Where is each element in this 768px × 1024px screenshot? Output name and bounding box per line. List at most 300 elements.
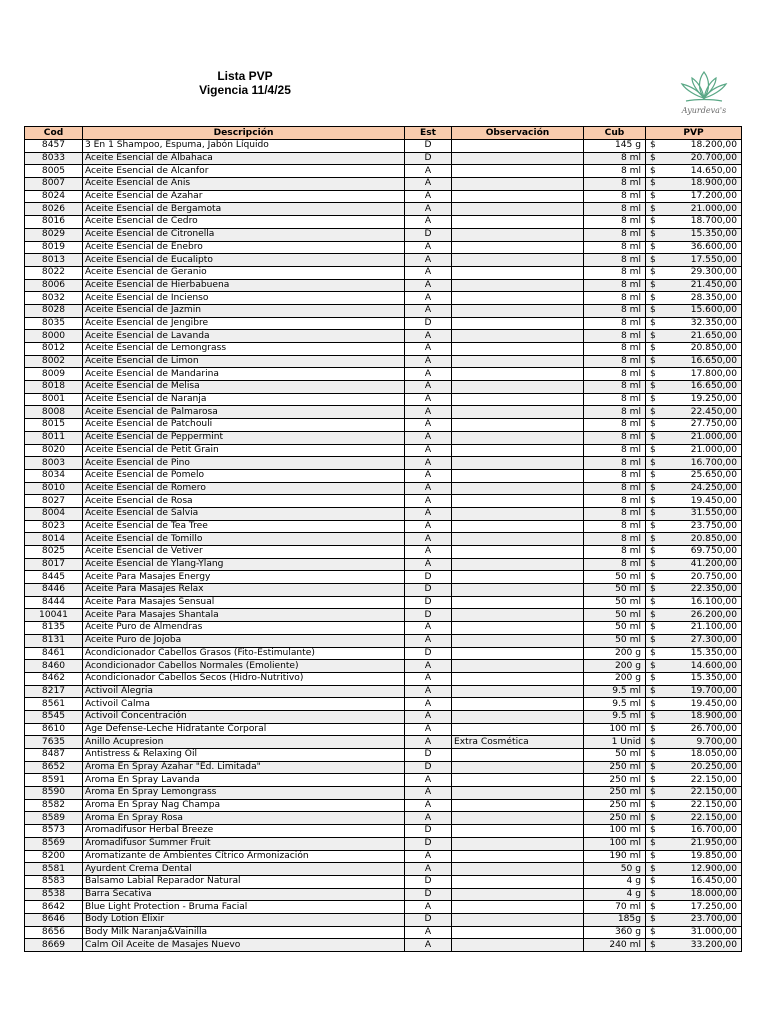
cell-descripcion: Aroma En Spray Lemongrass <box>83 787 405 800</box>
cell-cub: 185g <box>584 913 646 926</box>
cell-cod: 7635 <box>25 736 83 749</box>
table-row <box>25 761 742 774</box>
cell-observacion <box>452 672 584 685</box>
cell-cod: 8008 <box>25 406 83 419</box>
cell-est: A <box>405 165 452 178</box>
cell-est: A <box>405 469 452 482</box>
currency-symbol: $ <box>650 876 656 887</box>
currency-symbol: $ <box>650 508 656 519</box>
cell-cod: 8026 <box>25 203 83 216</box>
cell-cub: 50 g <box>584 863 646 876</box>
cell-observacion <box>452 584 584 597</box>
cell-pvp <box>646 571 742 584</box>
column-header-cod: Cod <box>25 127 83 140</box>
cell-cod: 8000 <box>25 330 83 343</box>
table-row <box>25 292 742 305</box>
currency-symbol: $ <box>650 901 656 912</box>
cell-observacion <box>452 279 584 292</box>
price-value: 19.850,00 <box>690 850 737 861</box>
cell-descripcion: Aceite Esencial de Tomillo <box>83 533 405 546</box>
cell-pvp <box>646 850 742 863</box>
cell-descripcion: Aceite Esencial de Cedro <box>83 216 405 229</box>
cell-cod: 8012 <box>25 343 83 356</box>
cell-observacion <box>452 850 584 863</box>
currency-symbol: $ <box>650 267 656 278</box>
cell-descripcion: Aceite Esencial de Pomelo <box>83 469 405 482</box>
currency-symbol: $ <box>650 647 656 658</box>
cell-cub: 8 ml <box>584 254 646 267</box>
price-value: 16.650,00 <box>690 356 737 367</box>
cell-pvp <box>646 419 742 432</box>
price-value: 16.700,00 <box>690 825 737 836</box>
cell-descripcion: Aceite Esencial de Limon <box>83 355 405 368</box>
price-value: 19.700,00 <box>690 685 737 696</box>
cell-cod: 8007 <box>25 178 83 191</box>
table-row <box>25 939 742 952</box>
cell-cub: 8 ml <box>584 533 646 546</box>
currency-symbol: $ <box>650 685 656 696</box>
cell-observacion <box>452 190 584 203</box>
cell-cub: 8 ml <box>584 165 646 178</box>
cell-est: A <box>405 710 452 723</box>
price-value: 18.900,00 <box>690 711 737 722</box>
cell-descripcion: Ayurdent Crema Dental <box>83 863 405 876</box>
cell-observacion <box>452 926 584 939</box>
table-row <box>25 533 742 546</box>
cell-pvp <box>646 228 742 241</box>
cell-descripcion: Aromadifusor Summer Fruit <box>83 837 405 850</box>
price-value: 19.250,00 <box>690 394 737 405</box>
cell-cod: 8135 <box>25 622 83 635</box>
price-table <box>24 126 742 952</box>
cell-cod: 8029 <box>25 228 83 241</box>
cell-cub: 8 ml <box>584 292 646 305</box>
currency-symbol: $ <box>650 723 656 734</box>
cell-cub: 9.5 ml <box>584 698 646 711</box>
cell-observacion <box>452 254 584 267</box>
cell-est: D <box>405 140 452 153</box>
cell-descripcion: Aceite Puro de Jojoba <box>83 634 405 647</box>
validity-date: Vigencia 11/4/25 <box>199 83 291 97</box>
cell-est: D <box>405 317 452 330</box>
table-row <box>25 203 742 216</box>
table-row <box>25 152 742 165</box>
currency-symbol: $ <box>650 241 656 252</box>
cell-cod: 8460 <box>25 660 83 673</box>
cell-pvp <box>646 926 742 939</box>
cell-est: D <box>405 609 452 622</box>
currency-symbol: $ <box>650 736 656 747</box>
table-row <box>25 622 742 635</box>
cell-est: A <box>405 419 452 432</box>
price-value: 20.250,00 <box>690 762 737 773</box>
cell-pvp <box>646 901 742 914</box>
table-row <box>25 469 742 482</box>
cell-descripcion: Body Milk Naranja&Vainilla <box>83 926 405 939</box>
cell-cod: 8487 <box>25 749 83 762</box>
cell-est: A <box>405 774 452 787</box>
cell-pvp <box>646 546 742 559</box>
cell-observacion <box>452 393 584 406</box>
price-value: 27.750,00 <box>690 419 737 430</box>
currency-symbol: $ <box>650 571 656 582</box>
cell-est: D <box>405 647 452 660</box>
cell-pvp <box>646 875 742 888</box>
cell-observacion <box>452 431 584 444</box>
currency-symbol: $ <box>650 254 656 265</box>
price-value: 21.650,00 <box>690 330 737 341</box>
cell-descripcion: Antistress & Relaxing Oil <box>83 749 405 762</box>
cell-pvp <box>646 355 742 368</box>
cell-cub: 8 ml <box>584 469 646 482</box>
cell-observacion: Extra Cosmética <box>452 736 584 749</box>
cell-cod: 8646 <box>25 913 83 926</box>
cell-descripcion: Aceite Esencial de Tea Tree <box>83 520 405 533</box>
table-row <box>25 571 742 584</box>
cell-est: A <box>405 241 452 254</box>
table-row <box>25 888 742 901</box>
cell-est: A <box>405 850 452 863</box>
cell-descripcion: Age Defense-Leche Hidratante Corporal <box>83 723 405 736</box>
cell-est: A <box>405 457 452 470</box>
cell-cod: 8461 <box>25 647 83 660</box>
cell-pvp <box>646 685 742 698</box>
cell-cod: 8011 <box>25 431 83 444</box>
table-row <box>25 304 742 317</box>
cell-cub: 50 ml <box>584 749 646 762</box>
currency-symbol: $ <box>650 191 656 202</box>
cell-cod: 8019 <box>25 241 83 254</box>
price-value: 18.900,00 <box>690 178 737 189</box>
cell-descripcion: Aceite Puro de Almendras <box>83 622 405 635</box>
cell-cub: 4 g <box>584 888 646 901</box>
cell-pvp <box>646 634 742 647</box>
currency-symbol: $ <box>650 394 656 405</box>
cell-est: A <box>405 279 452 292</box>
currency-symbol: $ <box>650 660 656 671</box>
cell-descripcion: Activoil Concentración <box>83 710 405 723</box>
cell-cub: 200 g <box>584 660 646 673</box>
cell-cub: 8 ml <box>584 406 646 419</box>
cell-pvp <box>646 216 742 229</box>
cell-cod: 8018 <box>25 381 83 394</box>
cell-descripcion: Aceite Esencial de Peppermint <box>83 431 405 444</box>
cell-est: D <box>405 875 452 888</box>
price-value: 18.200,00 <box>690 140 737 151</box>
cell-observacion <box>452 343 584 356</box>
currency-symbol: $ <box>650 495 656 506</box>
cell-cub: 8 ml <box>584 152 646 165</box>
cell-pvp <box>646 774 742 787</box>
price-value: 21.950,00 <box>690 838 737 849</box>
cell-cub: 8 ml <box>584 304 646 317</box>
cell-cod: 8582 <box>25 799 83 812</box>
table-row <box>25 596 742 609</box>
currency-symbol: $ <box>650 381 656 392</box>
price-value: 17.800,00 <box>690 368 737 379</box>
table-row <box>25 660 742 673</box>
cell-cub: 100 ml <box>584 837 646 850</box>
cell-pvp <box>646 787 742 800</box>
price-value: 21.450,00 <box>690 279 737 290</box>
cell-cod: 8642 <box>25 901 83 914</box>
cell-observacion <box>452 571 584 584</box>
currency-symbol: $ <box>650 520 656 531</box>
cell-pvp <box>646 812 742 825</box>
cell-descripcion: Aceite Esencial de Rosa <box>83 495 405 508</box>
price-value: 14.650,00 <box>690 165 737 176</box>
cell-cub: 250 ml <box>584 761 646 774</box>
cell-cod: 8024 <box>25 190 83 203</box>
currency-symbol: $ <box>650 850 656 861</box>
cell-cod: 8020 <box>25 444 83 457</box>
table-row <box>25 228 742 241</box>
table-row <box>25 165 742 178</box>
cell-cub: 8 ml <box>584 228 646 241</box>
cell-observacion <box>452 507 584 520</box>
cell-descripcion: Acondicionador Cabellos Grasos (Fito-Estimulante) <box>83 647 405 660</box>
cell-est: A <box>405 812 452 825</box>
currency-symbol: $ <box>650 178 656 189</box>
cell-est: A <box>405 190 452 203</box>
cell-cod: 8538 <box>25 888 83 901</box>
cell-cod: 8035 <box>25 317 83 330</box>
cell-cod: 8462 <box>25 672 83 685</box>
cell-est: A <box>405 799 452 812</box>
currency-symbol: $ <box>650 749 656 760</box>
cell-est: D <box>405 152 452 165</box>
cell-descripcion: Aceite Para Masajes Relax <box>83 584 405 597</box>
cell-cub: 8 ml <box>584 393 646 406</box>
price-value: 29.300,00 <box>690 267 737 278</box>
cell-est: A <box>405 507 452 520</box>
cell-pvp <box>646 495 742 508</box>
cell-pvp <box>646 482 742 495</box>
cell-est: A <box>405 304 452 317</box>
cell-pvp <box>646 507 742 520</box>
cell-descripcion: Aceite Esencial de Enebro <box>83 241 405 254</box>
cell-cod: 8545 <box>25 710 83 723</box>
cell-cod: 8581 <box>25 863 83 876</box>
cell-cub: 4 g <box>584 875 646 888</box>
price-value: 23.700,00 <box>690 914 737 925</box>
currency-symbol: $ <box>650 838 656 849</box>
cell-est: A <box>405 558 452 571</box>
cell-est: A <box>405 381 452 394</box>
cell-pvp <box>646 444 742 457</box>
cell-observacion <box>452 495 584 508</box>
cell-pvp <box>646 165 742 178</box>
price-value: 22.150,00 <box>690 812 737 823</box>
cell-descripcion: Aceite Esencial de Petit Grain <box>83 444 405 457</box>
cell-est: A <box>405 495 452 508</box>
cell-cub: 8 ml <box>584 381 646 394</box>
cell-pvp <box>646 292 742 305</box>
table-row <box>25 825 742 838</box>
price-value: 19.450,00 <box>690 495 737 506</box>
cell-descripcion: Aroma En Spray Nag Champa <box>83 799 405 812</box>
table-row <box>25 901 742 914</box>
cell-est: A <box>405 254 452 267</box>
cell-cod: 8583 <box>25 875 83 888</box>
cell-observacion <box>452 787 584 800</box>
price-value: 16.650,00 <box>690 381 737 392</box>
cell-descripcion: Aceite Esencial de Azahar <box>83 190 405 203</box>
currency-symbol: $ <box>650 888 656 899</box>
currency-symbol: $ <box>650 368 656 379</box>
cell-descripcion: Aceite Esencial de Lavanda <box>83 330 405 343</box>
cell-cub: 8 ml <box>584 178 646 191</box>
cell-observacion <box>452 406 584 419</box>
table-row <box>25 799 742 812</box>
cell-descripcion: Aceite Esencial de Anis <box>83 178 405 191</box>
currency-symbol: $ <box>650 153 656 164</box>
price-value: 33.200,00 <box>690 939 737 950</box>
currency-symbol: $ <box>650 343 656 354</box>
table-row <box>25 216 742 229</box>
cell-est: A <box>405 330 452 343</box>
cell-observacion <box>452 939 584 952</box>
price-value: 20.850,00 <box>690 533 737 544</box>
cell-cod: 8217 <box>25 685 83 698</box>
cell-descripcion: Aceite Esencial de Palmarosa <box>83 406 405 419</box>
price-value: 21.000,00 <box>690 444 737 455</box>
price-value: 25.650,00 <box>690 470 737 481</box>
cell-pvp <box>646 317 742 330</box>
cell-observacion <box>452 140 584 153</box>
cell-cod: 8591 <box>25 774 83 787</box>
cell-est: A <box>405 292 452 305</box>
cell-descripcion: 3 En 1 Shampoo, Espuma, Jabón Líquido <box>83 140 405 153</box>
cell-cod: 8001 <box>25 393 83 406</box>
cell-cod: 8652 <box>25 761 83 774</box>
cell-observacion <box>452 368 584 381</box>
cell-est: A <box>405 685 452 698</box>
cell-cod: 8017 <box>25 558 83 571</box>
cell-observacion <box>452 698 584 711</box>
cell-observacion <box>452 520 584 533</box>
table-row <box>25 190 742 203</box>
currency-symbol: $ <box>650 317 656 328</box>
price-value: 15.600,00 <box>690 305 737 316</box>
price-value: 15.350,00 <box>690 673 737 684</box>
table-row <box>25 863 742 876</box>
cell-est: D <box>405 837 452 850</box>
cell-cub: 50 ml <box>584 609 646 622</box>
cell-est: A <box>405 266 452 279</box>
cell-observacion <box>452 419 584 432</box>
price-value: 17.550,00 <box>690 254 737 265</box>
cell-cub: 1 Unid <box>584 736 646 749</box>
price-value: 22.350,00 <box>690 584 737 595</box>
currency-symbol: $ <box>650 203 656 214</box>
table-row <box>25 406 742 419</box>
lotus-icon <box>672 68 736 106</box>
cell-cod: 8006 <box>25 279 83 292</box>
cell-observacion <box>452 355 584 368</box>
currency-symbol: $ <box>650 305 656 316</box>
currency-symbol: $ <box>650 229 656 240</box>
table-row <box>25 736 742 749</box>
cell-pvp <box>646 647 742 660</box>
table-row <box>25 444 742 457</box>
cell-cub: 8 ml <box>584 431 646 444</box>
column-header-observacion: Observación <box>452 127 584 140</box>
table-row <box>25 609 742 622</box>
cell-observacion <box>452 558 584 571</box>
cell-cod: 8014 <box>25 533 83 546</box>
cell-observacion <box>452 304 584 317</box>
price-value: 24.250,00 <box>690 482 737 493</box>
cell-est: A <box>405 203 452 216</box>
cell-descripcion: Balsamo Labial Reparador Natural <box>83 875 405 888</box>
cell-cub: 9.5 ml <box>584 685 646 698</box>
currency-symbol: $ <box>650 926 656 937</box>
currency-symbol: $ <box>650 559 656 570</box>
currency-symbol: $ <box>650 356 656 367</box>
cell-observacion <box>452 723 584 736</box>
table-row <box>25 787 742 800</box>
table-row <box>25 850 742 863</box>
currency-symbol: $ <box>650 444 656 455</box>
cell-pvp <box>646 939 742 952</box>
currency-symbol: $ <box>650 673 656 684</box>
cell-descripcion: Acondicionador Cabellos Secos (Hidro-Nutritivo) <box>83 672 405 685</box>
cell-pvp <box>646 381 742 394</box>
cell-est: A <box>405 444 452 457</box>
table-row <box>25 926 742 939</box>
cell-cub: 8 ml <box>584 266 646 279</box>
cell-cod: 8034 <box>25 469 83 482</box>
table-row <box>25 343 742 356</box>
cell-cub: 8 ml <box>584 317 646 330</box>
cell-pvp <box>646 660 742 673</box>
price-value: 69.750,00 <box>690 546 737 557</box>
cell-cod: 8656 <box>25 926 83 939</box>
cell-descripcion: Aromadifusor Herbal Breeze <box>83 825 405 838</box>
cell-observacion <box>452 165 584 178</box>
cell-cod: 8561 <box>25 698 83 711</box>
cell-pvp <box>646 203 742 216</box>
cell-pvp <box>646 622 742 635</box>
cell-est: A <box>405 520 452 533</box>
cell-cub: 50 ml <box>584 571 646 584</box>
price-value: 22.150,00 <box>690 787 737 798</box>
cell-observacion <box>452 482 584 495</box>
cell-cod: 8590 <box>25 787 83 800</box>
cell-observacion <box>452 647 584 660</box>
cell-cod: 8589 <box>25 812 83 825</box>
cell-est: A <box>405 787 452 800</box>
currency-symbol: $ <box>650 787 656 798</box>
cell-cub: 250 ml <box>584 812 646 825</box>
currency-symbol: $ <box>650 698 656 709</box>
logo-text: Ayurdeva's <box>681 106 727 115</box>
cell-cub: 8 ml <box>584 520 646 533</box>
cell-cub: 8 ml <box>584 482 646 495</box>
price-value: 18.050,00 <box>690 749 737 760</box>
cell-descripcion: Anillo Acupresion <box>83 736 405 749</box>
price-value: 14.600,00 <box>690 660 737 671</box>
cell-observacion <box>452 685 584 698</box>
price-value: 21.000,00 <box>690 432 737 443</box>
cell-descripcion: Aroma En Spray Azahar "Ed. Limitada" <box>83 761 405 774</box>
cell-est: A <box>405 698 452 711</box>
cell-pvp <box>646 609 742 622</box>
price-value: 26.200,00 <box>690 609 737 620</box>
cell-cod: 8610 <box>25 723 83 736</box>
table-row <box>25 279 742 292</box>
